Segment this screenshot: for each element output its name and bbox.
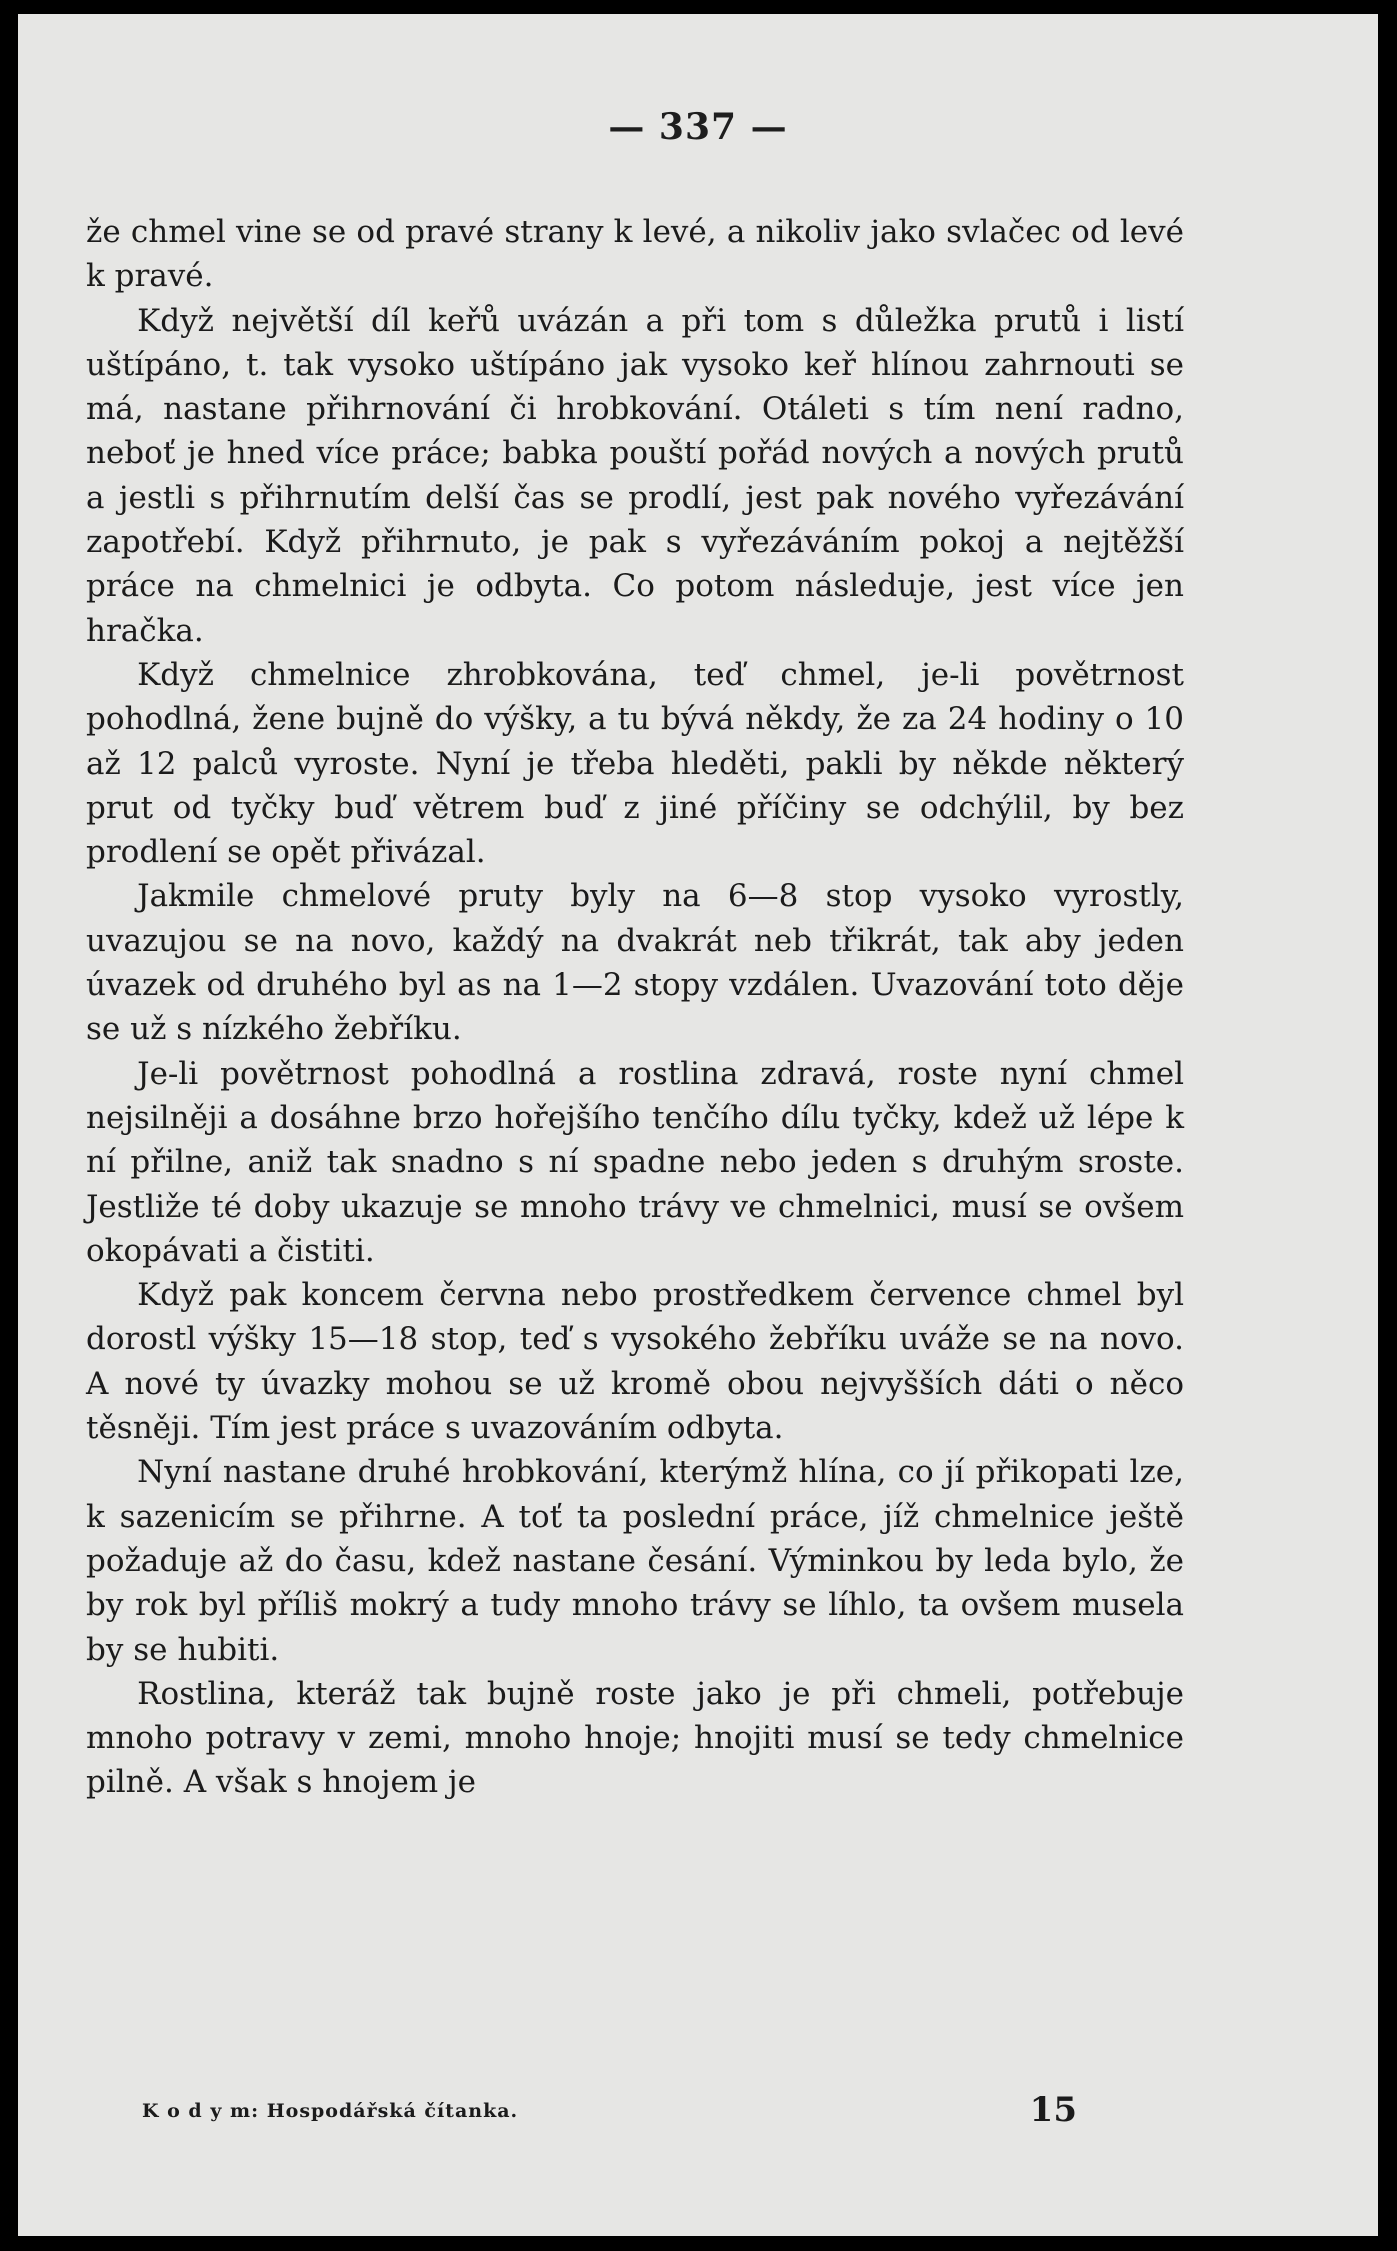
paragraph-uvazovani: Jakmile chmelové pruty byly na 6—8 stop vysoko vyrostly, uvazujou se na novo, každý na dvakrát neb třikrát, tak aby jeden úvazek od druhého byl as na 1—2 stopy vzdálen. Uvazování toto děje se už s nízkého žebříku. [86, 878, 1184, 1048]
page-body-text [86, 210, 1184, 1805]
paragraph-hnojeni: Rostlina, kteráž tak bujně roste jako je při chmeli, potřebuje mnoho potravy v zemi, mnoho hnoje; hnojiti musí se tedy chmelnice pilně. A však s hnojem je [86, 1675, 1184, 1801]
paragraph-druhe-hrobkovani: Nyní nastane druhé hrobkování, kterýmž hlína, co jí přikopati lze, k sazenicím se přihrne. A toť ta poslední práce, jíž chmelnice ještě požaduje až do času, kdež nastane česání. Výminkou by leda bylo, že by rok byl příliš mokrý a tudy mnoho trávy se líhlo, ta ovšem musela by se hubiti. [86, 1454, 1184, 1668]
book-page [18, 14, 1378, 2236]
printer-signature: 15 [1029, 2090, 1077, 2130]
paragraph-continuation: že chmel vine se od pravé strany k levé, a nikoliv jako svlačec od levé k pravé. [86, 214, 1184, 295]
footer-source: K o d y m: Hospodářská čítanka. [142, 2100, 519, 2122]
paragraph-cervenec: Když pak koncem června nebo prostředkem července chmel byl dorostl výšky 15—18 stop, teď s vysokého žebříku uváže se na novo. A nové ty úvazky mohou se už kromě obou nejvyšších dáti o něco těsněji. Tím jest práce s uvazováním odbyta. [86, 1277, 1184, 1447]
paragraph-zhrobkovana: Když chmelnice zhrobkována, teď chmel, je-li povětrnost pohodlná, žene bujně do výšky, a tu bývá někdy, že za 24 hodiny o 10 až 12 palců vyroste. Nyní je třeba hleděti, pakli by někde některý prut od tyčky buď větrem buď z jiné příčiny se odchýlil, by bez prodlení se opět přivázal. [86, 656, 1184, 871]
page-footer [142, 2090, 1077, 2140]
paragraph-povetrnost: Je-li povětrnost pohodlná a rostlina zdravá, roste nyní chmel nejsilněji a dosáhne brzo hořejšího tenčího dílu tyčky, kdež už lépe k ní přilne, aniž tak snadno s ní spadne nebo jeden s druhým sroste. Jestliže té doby ukazuje se mnoho trávy ve chmelnici, musí se ovšem okopávati a čistiti. [86, 1055, 1184, 1269]
paragraph-hrobkovani: Když největší díl keřů uvázán a při tom s důležka prutů i listí uštípáno, t. tak vysoko uštípáno jak vysoko keř hlínou zahrnouti se má, nastane přihrnování či hrobkování. Otáleti s tím není radno, neboť je hned více práce; babka pouští pořád nových a nových prutů a jestli s přihrnutím delší čas se prodlí, jest pak nového vyřezávání zapotřebí. Když přihrnuto, je pak s vyřezáváním pokoj a nejtěžší práce na chmelnici je odbyta. Co potom následuje, jest více jen hračka. [86, 302, 1184, 649]
page-number: — 337 — [608, 106, 788, 148]
